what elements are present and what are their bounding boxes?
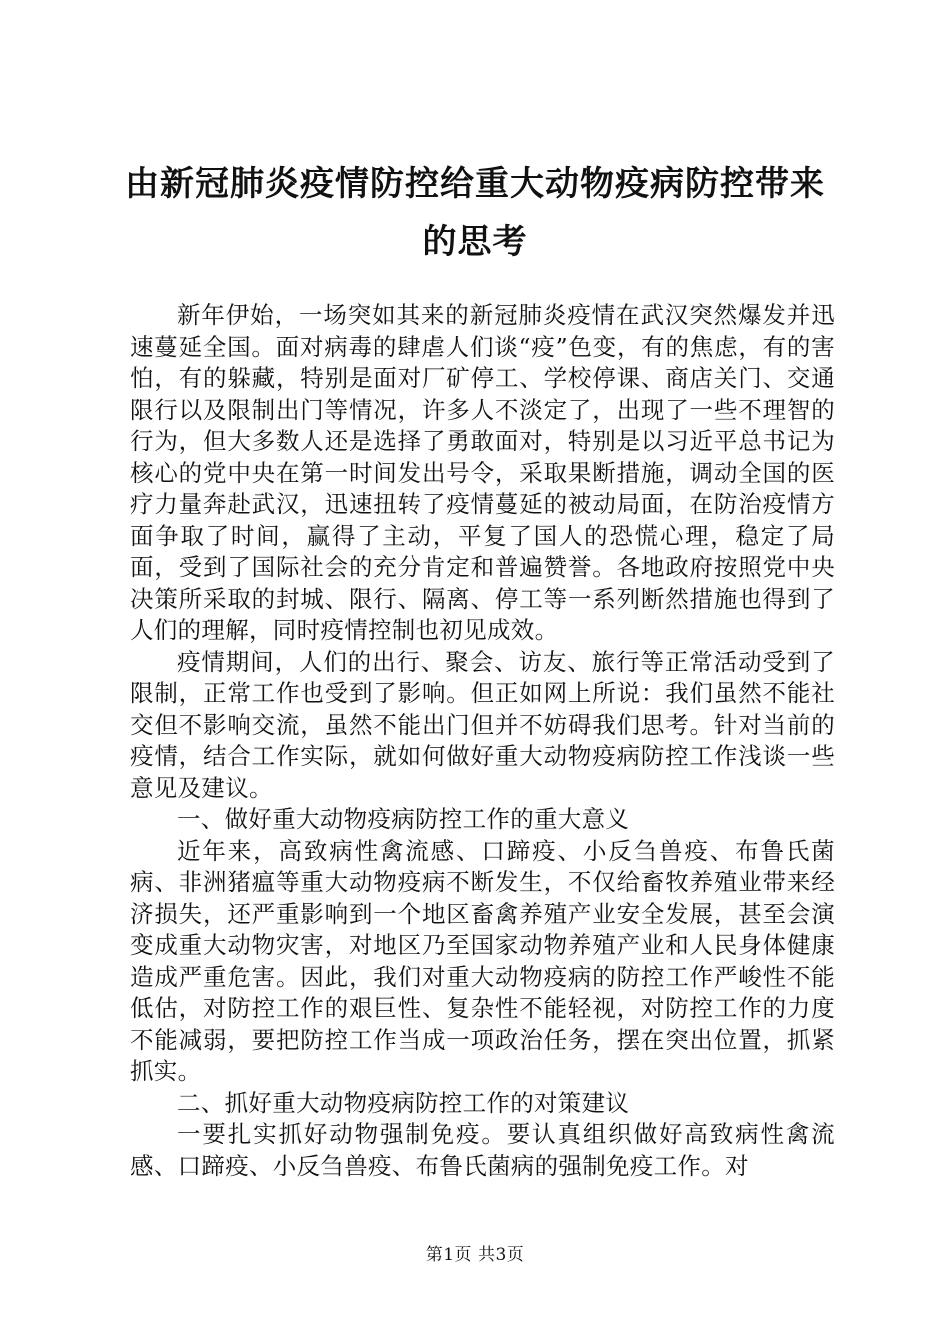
paragraph-epidemic-period: 疫情期间，人们的出行、聚会、访友、旅行等正常活动受到了限制，正常工作也受到了影响。但正如网上所说：我们虽然不能社交但不影响交流，虽然不能出门但并不妨碍我们思考。针对当前的疫情，结合工作实际，就如何做好重大动物疫病防控工作浅谈一些意见及建议。 — [130, 647, 835, 802]
paragraph-significance: 近年来，高致病性禽流感、口蹄疫、小反刍兽疫、布鲁氏菌病、非洲猪瘟等重大动物疫病不断发生，不仅给畜牧养殖业带来经济损失，还严重影响到一个地区畜禽养殖产业安全发展，甚至会演变成重大动物灾害，对地区乃至国家动物养殖产业和人民身体健康造成严重危害。因此，我们对重大动物疫病的防控工作严峻性不能低估，对防控工作的艰巨性、复杂性不能轻视，对防控工作的力度不能减弱，要把防控工作当成一项政治任务，摆在突出位置，抓紧抓实。 — [130, 836, 835, 1085]
paragraph-countermeasures: 一要扎实抓好动物强制免疫。要认真组织做好高致病性禽流感、口蹄疫、小反刍兽疫、布鲁氏菌病的强制免疫工作。对 — [130, 1120, 835, 1180]
paragraph-intro: 新年伊始，一场突如其来的新冠肺炎疫情在武汉突然爆发并迅速蔓延全国。面对病毒的肆虐人们谈“疫”色变，有的焦虑，有的害怕，有的躲藏，特别是面对厂矿停工、学校停课、商店关门、交通限行以及限制出门等情况，许多人不淡定了，出现了一些不理智的行为，但大多数人还是选择了勇敢面对，特别是以习近平总书记为核心的党中央在第一时间发出号令，采取果断措施，调动全国的医疗力量奔赴武汉，迅速扭转了疫情蔓延的被动局面，在防治疫情方面争取了时间，赢得了主动，平复了国人的恐慌心理，稳定了局面，受到了国际社会的充分肯定和普遍赞誉。各地政府按照党中央决策所采取的封城、限行、隔离、停工等一系列断然措施也得到了人们的理解，同时疫情控制也初见成效。 — [130, 301, 835, 644]
document-title-line-2: 的思考 — [422, 222, 528, 262]
page-footer: 第1页 共3页 — [425, 1245, 525, 1265]
document-body — [130, 300, 835, 1182]
section-heading-2: 二、抓好重大动物疫病防控工作的对策建议 — [177, 1088, 630, 1117]
document-title-line-1: 由新冠肺炎疫情防控给重大动物疫病防控带来 — [125, 164, 825, 204]
section-heading-1: 一、做好重大动物疫病防控工作的重大意义 — [177, 805, 630, 833]
